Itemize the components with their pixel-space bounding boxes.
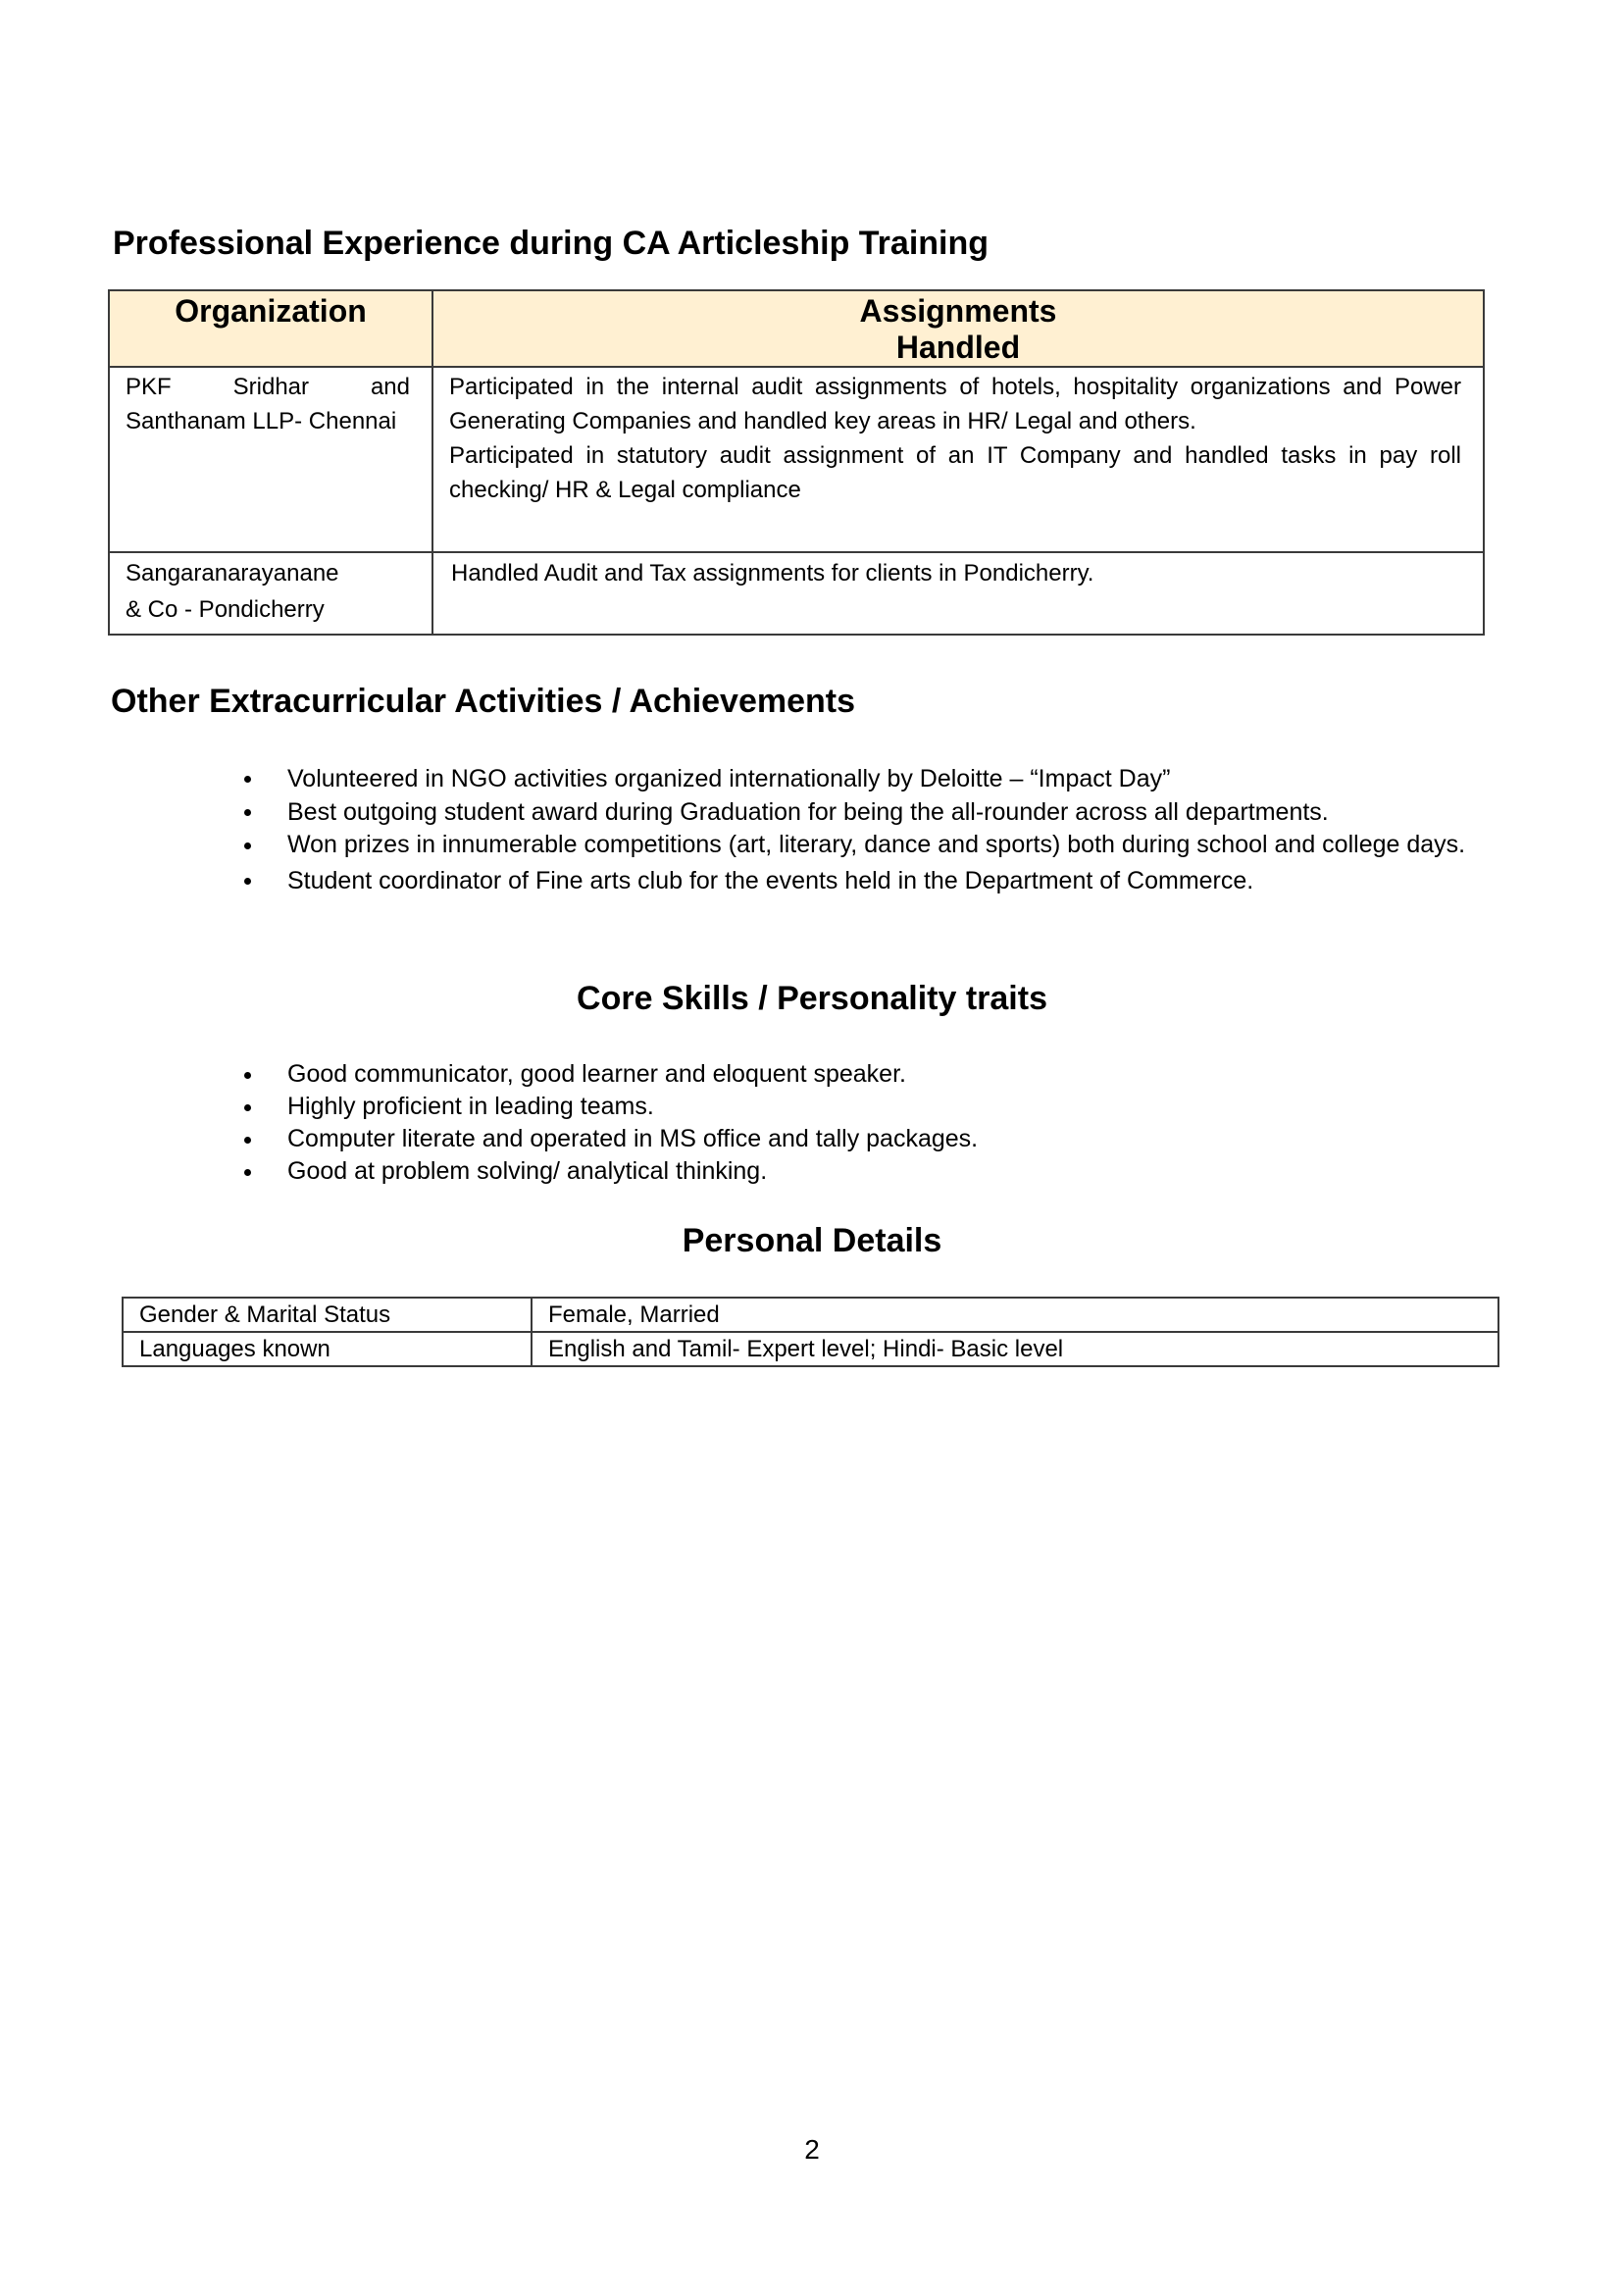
list-item-text: Best outgoing student award during Graduation for being the all-rounder across all departments.	[287, 798, 1329, 826]
organization-line: & Co - Pondicherry	[126, 596, 325, 623]
detail-value: English and Tamil- Expert level; Hindi- Basic level	[532, 1332, 1498, 1366]
list-item	[242, 1155, 1478, 1188]
assignments-cell	[432, 367, 1484, 552]
assignment-paragraph: Handled Audit and Tax assignments for clients in Pondicherry.	[451, 560, 1094, 587]
detail-label: Languages known	[123, 1332, 532, 1366]
header-label: Assignments	[859, 293, 1057, 329]
section-heading-experience: Professional Experience during CA Articleship Training	[113, 225, 990, 262]
list-item	[242, 1123, 1478, 1155]
column-header-assignments	[432, 290, 1484, 367]
list-item	[242, 1058, 1478, 1091]
skills-list	[242, 1058, 1478, 1188]
table-row	[109, 367, 1484, 552]
list-item	[242, 795, 1478, 829]
list-item-text: Volunteered in NGO activities organized internationally by Deloitte – “Impact Day”	[287, 765, 1171, 792]
list-item-text: Won prizes in innumerable competitions (art, literary, dance and sports) both during school and college days.	[287, 831, 1466, 858]
list-item	[242, 864, 1478, 897]
list-item	[242, 762, 1478, 795]
table-row	[123, 1298, 1498, 1332]
list-item-text: Good at problem solving/ analytical thinking.	[287, 1157, 768, 1185]
detail-value: Female, Married	[532, 1298, 1498, 1332]
organization-cell: PKF Sridhar and Santhanam LLP- Chennai	[109, 367, 432, 552]
page-number: 2	[804, 2134, 820, 2165]
extracurricular-list	[242, 762, 1478, 897]
table-row	[123, 1332, 1498, 1366]
header-label: Handled	[895, 330, 1021, 365]
assignment-paragraph: Participated in the internal audit assignments of hotels, hospitality organizations and Power Generating Companies and handled key areas in HR/ Legal and others.	[449, 374, 1461, 434]
personal-details-table	[122, 1297, 1499, 1367]
section-heading-skills: Core Skills / Personality traits	[577, 980, 1047, 1017]
section-heading-extracurricular: Other Extracurricular Activities / Achievements	[111, 683, 856, 720]
column-header-organization	[109, 290, 432, 367]
assignments-cell	[432, 552, 1484, 635]
header-label: Organization	[175, 293, 367, 329]
list-item	[242, 1091, 1478, 1123]
table-header-row	[109, 290, 1484, 367]
section-heading-personal: Personal Details	[682, 1222, 942, 1259]
list-item-text: Computer literate and operated in MS office and tally packages.	[287, 1125, 979, 1152]
list-item-text: Good communicator, good learner and eloquent speaker.	[287, 1060, 906, 1088]
list-item	[242, 829, 1478, 860]
list-item-text: Student coordinator of Fine arts club for the events held in the Department of Commerce.	[287, 867, 1254, 894]
assignment-paragraph: Participated in statutory audit assignment of an IT Company and handled tasks in pay roll checking/ HR & Legal compliance	[449, 442, 1461, 503]
table-row	[109, 552, 1484, 635]
organization-line: Sangaranarayanane	[126, 560, 339, 587]
organization-cell	[109, 552, 432, 635]
list-item-text: Highly proficient in leading teams.	[287, 1093, 654, 1120]
experience-table	[108, 289, 1485, 636]
detail-label: Gender & Marital Status	[123, 1298, 532, 1332]
